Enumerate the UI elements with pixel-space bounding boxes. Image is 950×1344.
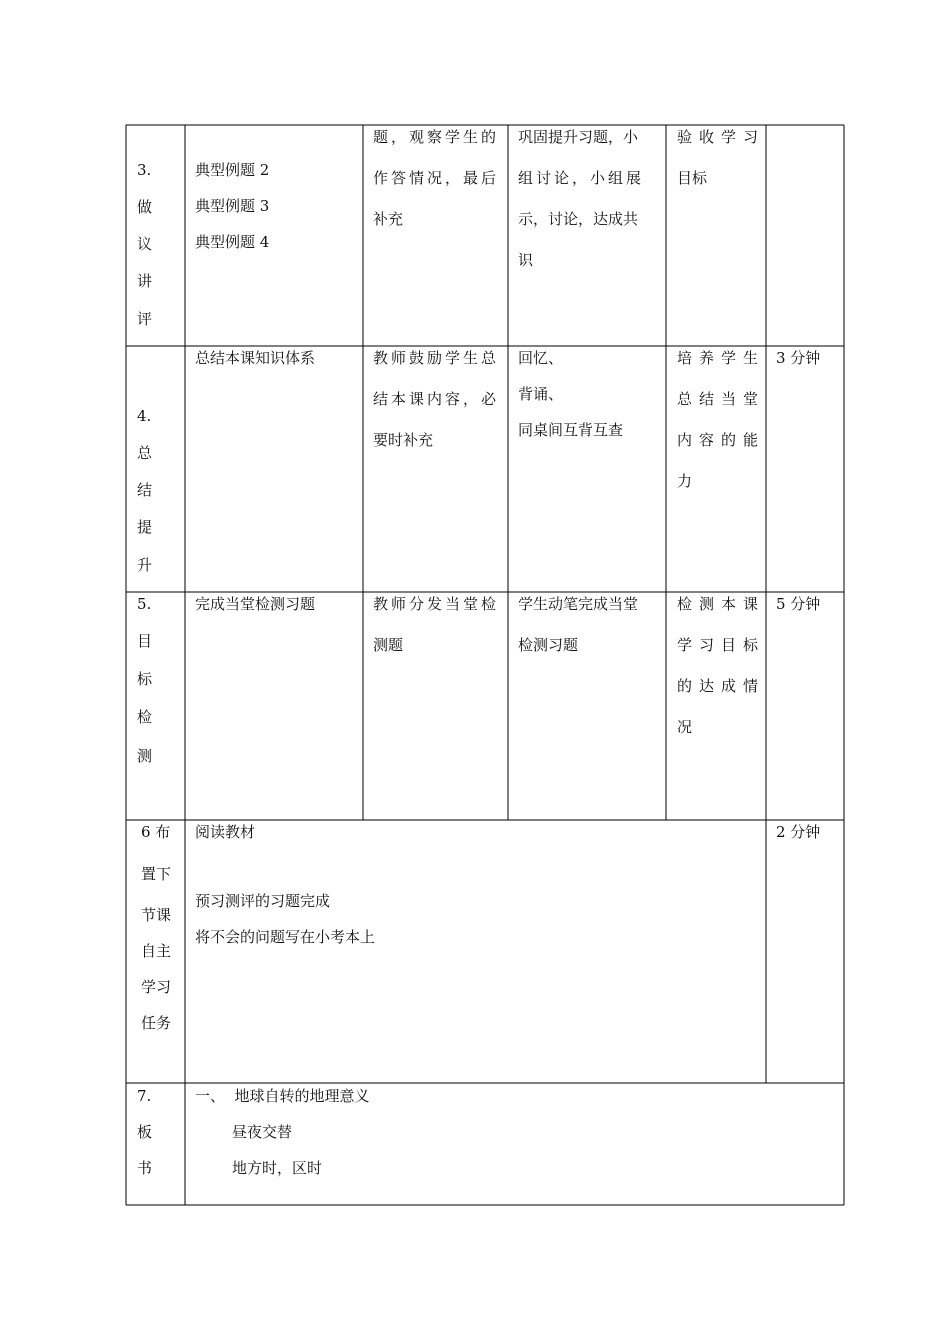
step-cell-line: 结: [137, 481, 153, 499]
step-cell-line: 自主: [141, 942, 172, 960]
student-cell-line: 识: [518, 251, 534, 269]
student-cell-line: 学生动笔完成当堂: [518, 595, 639, 613]
step-cell-line: 总: [137, 444, 153, 462]
step-cell-line: 4.: [137, 407, 152, 425]
student-cell-line: 检测习题: [518, 636, 579, 654]
student-cell-line: 组讨论，小组展: [518, 169, 645, 187]
board-heading: 一、 地球自转的地理意义: [195, 1087, 370, 1105]
step-cell-line: 5.: [137, 595, 152, 613]
student-cell-line: 背诵、: [518, 385, 564, 403]
teacher-cell-line: 测题: [373, 636, 404, 654]
teacher-cell-line: 题，观察学生的: [373, 128, 500, 146]
step-cell-line: 升: [137, 556, 153, 574]
step-cell-line: 节课: [141, 906, 172, 924]
step-cell-line: 标: [137, 670, 153, 688]
intent-cell-line: 况: [677, 718, 693, 736]
intent-cell-line: 验收学习: [677, 128, 766, 146]
content-cell-line: 阅读教材: [195, 823, 256, 841]
content-cell-line: 将不会的问题写在小考本上: [195, 928, 376, 946]
step-cell-line: 6 布: [141, 823, 171, 841]
student-cell-line: 巩固提升习题，小: [518, 128, 639, 146]
intent-cell-line: 学习目标: [677, 636, 766, 654]
student-cell-line: 回忆、: [518, 349, 564, 367]
time-cell: 3 分钟: [776, 349, 821, 367]
intent-cell-line: 力: [677, 472, 693, 490]
step-cell-line: 任务: [141, 1014, 172, 1032]
content-cell-line: 典型例题 4: [195, 233, 270, 251]
step-cell-line: 板: [137, 1123, 153, 1141]
teacher-cell-line: 结本课内容，必: [373, 390, 500, 408]
student-cell-line: 示，讨论，达成共: [518, 210, 639, 228]
teacher-cell-line: 教师分发当堂检: [373, 595, 500, 613]
step-cell-line: 检: [137, 708, 153, 726]
step-cell-line: 3.: [137, 161, 152, 179]
content-cell-line: 预习测评的习题完成: [195, 892, 331, 910]
step-cell-line: 评: [137, 310, 153, 328]
intent-cell-line: 内容的能: [677, 431, 766, 449]
step-cell-line: 置下: [141, 865, 172, 883]
step-cell-line: 提: [137, 518, 153, 536]
teacher-cell-line: 作答情况，最后: [373, 169, 500, 187]
time-cell: 5 分钟: [776, 595, 821, 613]
board-item: 昼夜交替: [232, 1123, 293, 1141]
student-cell-line: 同桌间互背互查: [518, 421, 624, 439]
step-cell-line: 议: [137, 235, 153, 253]
board-item: 地方时，区时: [232, 1159, 323, 1177]
time-cell: 2 分钟: [776, 823, 821, 841]
content-cell-line: 完成当堂检测习题: [195, 595, 316, 613]
step-cell-line: 测: [137, 747, 153, 765]
intent-cell-line: 目标: [677, 169, 708, 187]
step-cell-line: 7.: [137, 1087, 152, 1105]
content-cell-line: 典型例题 2: [195, 161, 270, 179]
step-cell-line: 讲: [137, 272, 153, 290]
teacher-cell-line: 补充: [373, 210, 404, 228]
content-cell-line: 总结本课知识体系: [195, 349, 316, 367]
step-cell-line: 学习: [141, 978, 172, 996]
content-cell-line: 典型例题 3: [195, 197, 270, 215]
intent-cell-line: 培养学生: [677, 349, 766, 367]
intent-cell-line: 检测本课: [677, 595, 766, 613]
step-cell-line: 书: [137, 1159, 153, 1177]
step-cell-line: 目: [137, 632, 153, 650]
teacher-cell-line: 要时补充: [373, 431, 434, 449]
step-cell-line: 做: [137, 198, 153, 216]
teacher-cell-line: 教师鼓励学生总: [373, 349, 500, 367]
intent-cell-line: 的达成情: [677, 677, 766, 695]
intent-cell-line: 总结当堂: [677, 390, 766, 408]
